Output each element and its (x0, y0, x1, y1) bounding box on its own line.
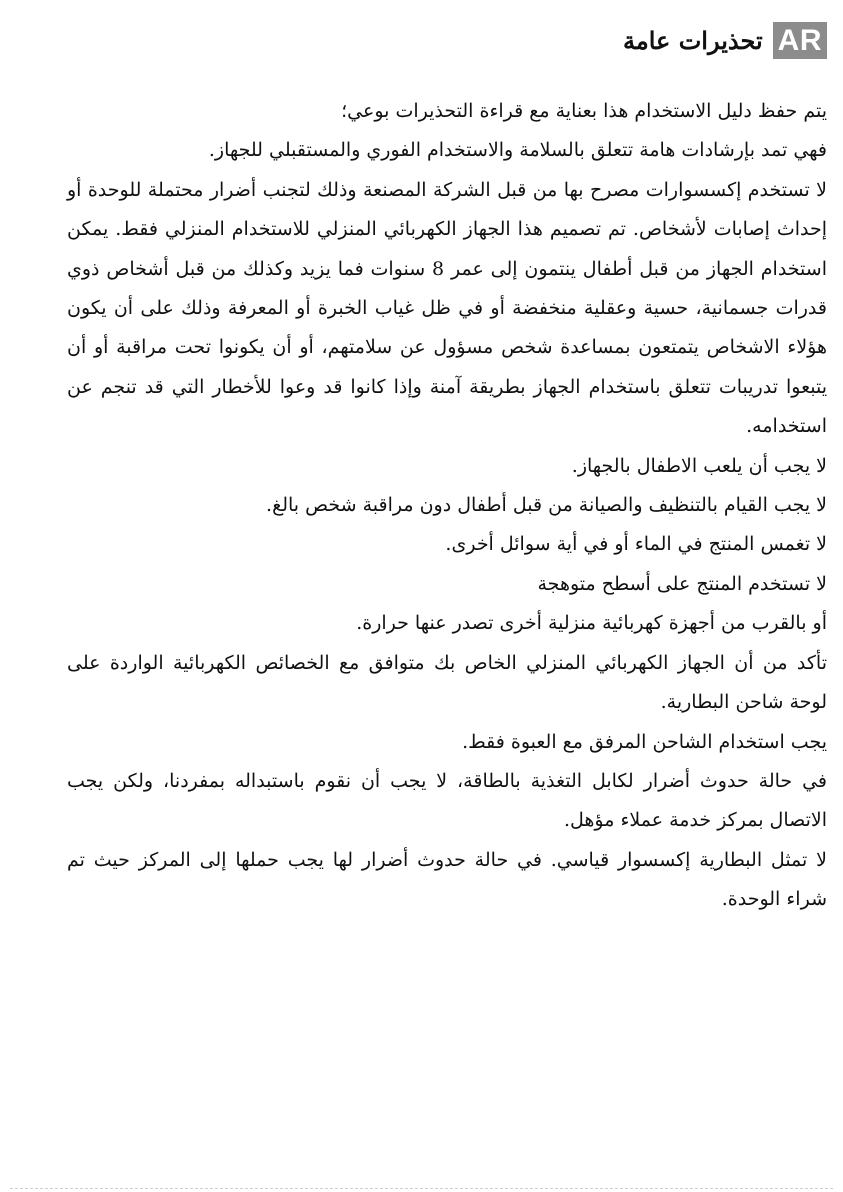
paragraph-accessories-and-users: لا تستخدم إكسسوارات مصرح بها من قبل الشركة المصنعة وذلك لتجنب أضرار محتملة للوحدة أو إحداث إصابات لأشخاص. تم تصميم هذا الجهاز الكهربائي المنزلي للاستخدام المنزلي فقط. يمكن استخدام الجهاز من قبل أطفال ينتمون إلى عمر 8 سنوات فما يزيد وكذلك من قبل أشخاص ذوي قدرات جسمانية، حسية وعقلية منخفضة أو في ظل غياب الخبرة أو المعرفة وذلك على أن يكون هؤلاء الاشخاص يتمتعون بمساعدة شخص مسؤول عن سلامتهم، أو أن يكونوا تحت مراقبة أو أن يتبعوا تدريبات تتعلق باستخدام الجهاز بطريقة آمنة وإذا كانوا قد وعوا للأخطار التي قد تنجم عن استخدامه. (67, 178, 827, 438)
paragraph-purpose: فهي تمد بإرشادات هامة تتعلق بالسلامة والاستخدام الفوري والمستقبلي للجهاز. (208, 139, 827, 162)
section-title: تحذيرات عامة (622, 25, 763, 55)
paragraph-no-immersion: لا تغمس المنتج في الماء أو في أية سوائل أخرى. (445, 533, 827, 556)
paragraph-electrical-specs: تأكد من أن الجهاز الكهربائي المنزلي الخاص بك متوافق مع الخصائص الكهربائية الواردة على لوحة شاحن البطارية. (67, 651, 827, 714)
language-badge: AR (773, 22, 827, 59)
page-bottom-rule (10, 1188, 833, 1189)
section-header (623, 22, 827, 59)
paragraph-children-play: لا يجب أن يلعب الاطفال بالجهاز. (571, 454, 827, 477)
paragraph-heat-appliances: أو بالقرب من أجهزة كهربائية منزلية أخرى تصدر عنها حرارة. (356, 612, 827, 635)
warnings-body (67, 92, 827, 920)
paragraph-charger: يجب استخدام الشاحن المرفق مع العبوة فقط. (462, 730, 827, 753)
paragraph-battery: لا تمثل البطارية إكسسوار قياسي. في حالة حدوث أضرار لها يجب حملها إلى المركز حيث تم شراء الوحدة. (67, 848, 827, 911)
paragraph-intro: يتم حفظ دليل الاستخدام هذا بعناية مع قراءة التحذيرات بوعي؛ (341, 100, 827, 122)
paragraph-hot-surfaces: لا تستخدم المنتج على أسطح متوهجة (537, 572, 827, 595)
paragraph-power-cable: في حالة حدوث أضرار لكابل التغذية بالطاقة، لا يجب أن نقوم باستبداله بمفردنا، ولكن يجب الاتصال بمركز خدمة عملاء مؤهل. (67, 769, 827, 832)
paragraph-cleaning: لا يجب القيام بالتنظيف والصيانة من قبل أطفال دون مراقبة شخص بالغ. (266, 494, 827, 517)
